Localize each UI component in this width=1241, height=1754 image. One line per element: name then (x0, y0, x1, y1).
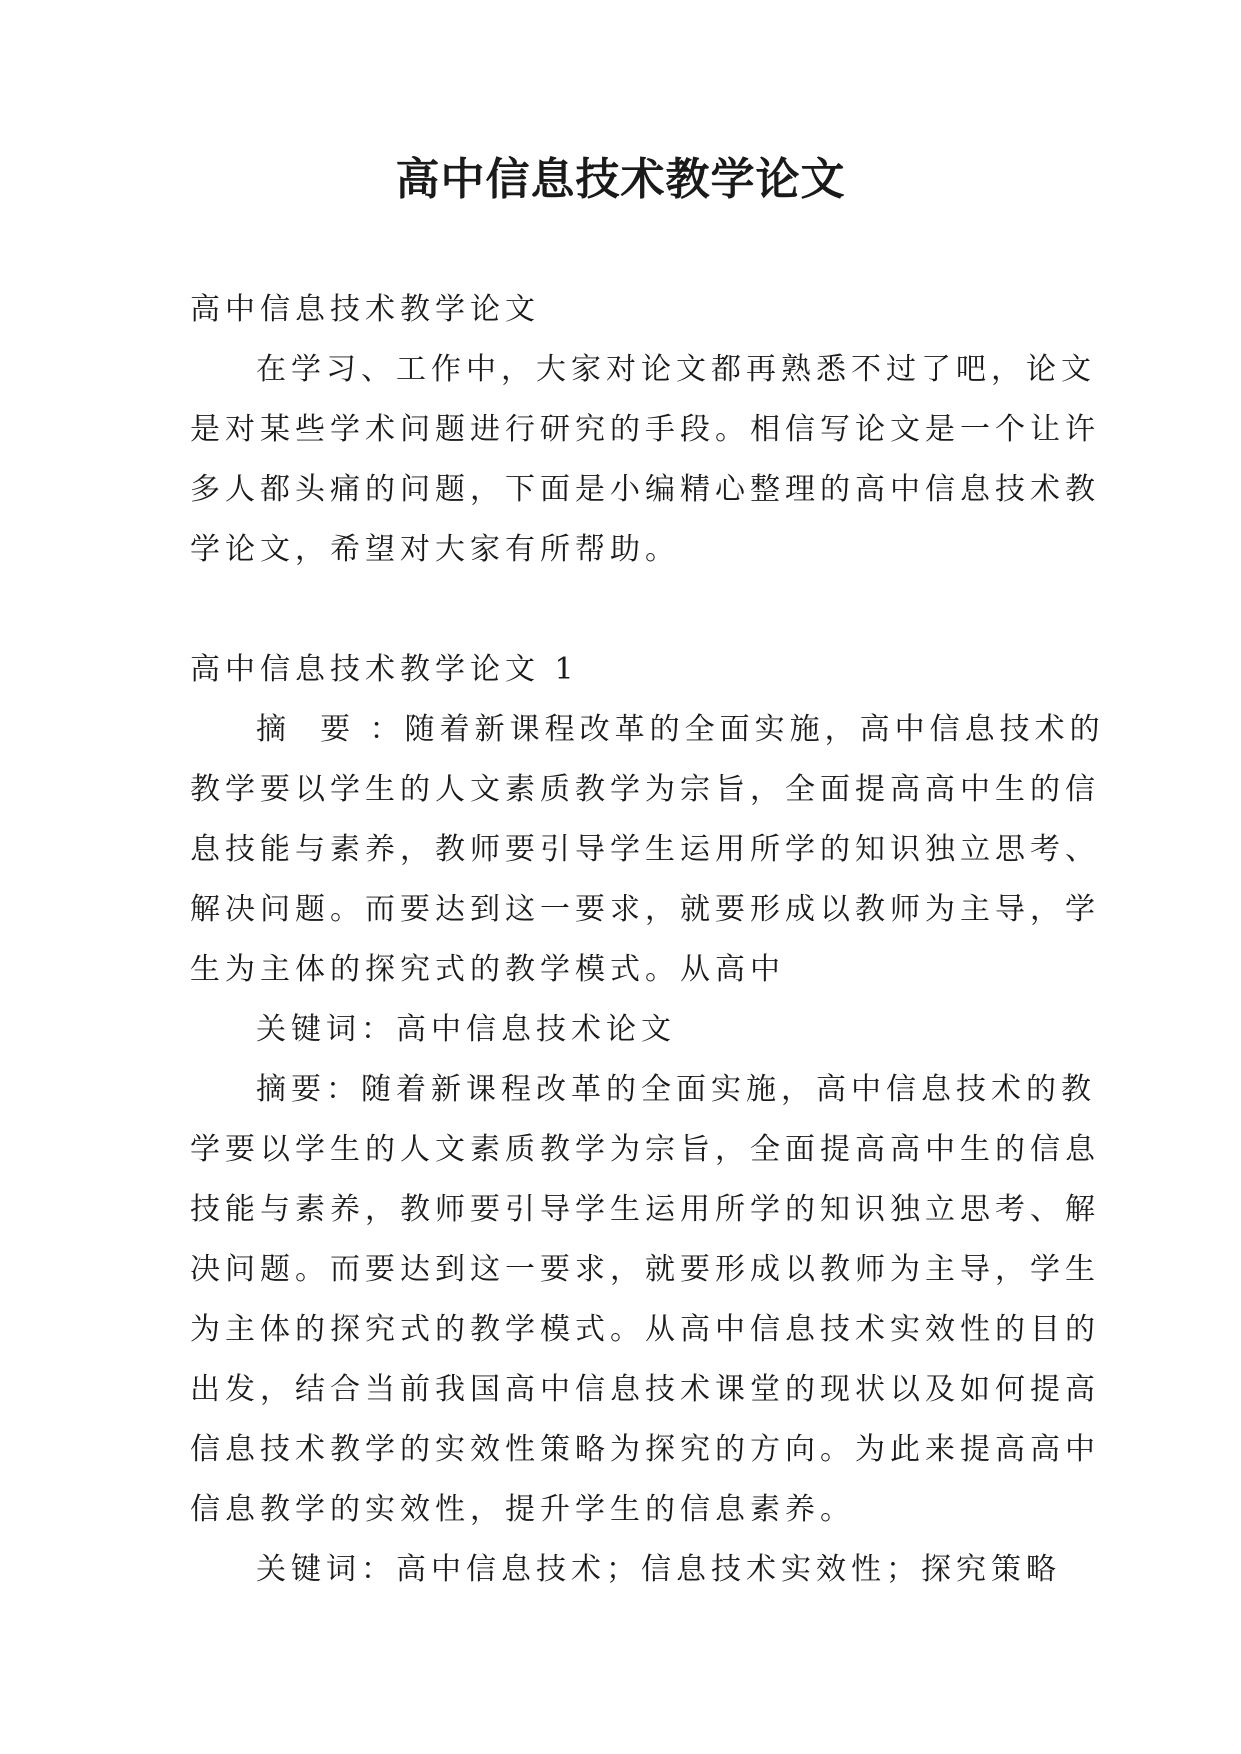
section-heading-1: 高中信息技术教学论文 1 (190, 652, 579, 687)
paragraph-gap (190, 580, 1050, 640)
abstract-a-line: 解决问题。而要达到这一要求，就要形成以教师为主导，学 (190, 892, 1100, 927)
abstract-b-line: 信息教学的实效性，提升学生的信息素养。 (190, 1492, 855, 1527)
abstract-b-line: 决问题。而要达到这一要求，就要形成以教师为主导，学生 (190, 1252, 1100, 1287)
abstract-b-line: 出发，结合当前我国高中信息技术课堂的现状以及如何提高 (190, 1372, 1100, 1407)
abstract-b-line: 学要以学生的人文素质教学为宗旨，全面提高高中生的信息 (190, 1132, 1100, 1167)
document-body (190, 280, 1105, 1600)
intro-line: 学论文，希望对大家有所帮助。 (190, 532, 680, 567)
intro-line: 多人都头痛的问题，下面是小编精心整理的高中信息技术教 (190, 472, 1100, 507)
abstract-b-line: 摘要：随着新课程改革的全面实施，高中信息技术的教 (256, 1072, 1096, 1107)
intro-heading: 高中信息技术教学论文 (190, 292, 540, 327)
keywords-a: 关键词：高中信息技术论文 (256, 1012, 676, 1047)
abstract-a-line: 生为主体的探究式的教学模式。从高中 (190, 952, 785, 987)
abstract-b-line: 技能与素养，教师要引导学生运用所学的知识独立思考、解 (190, 1192, 1100, 1227)
intro-line: 在学习、工作中，大家对论文都再熟悉不过了吧，论文 (256, 352, 1096, 387)
abstract-b-line: 为主体的探究式的教学模式。从高中信息技术实效性的目的 (190, 1312, 1100, 1347)
intro-line: 是对某些学术问题进行研究的手段。相信写论文是一个让许 (190, 412, 1100, 447)
abstract-a-line: 息技能与素养，教师要引导学生运用所学的知识独立思考、 (190, 832, 1100, 867)
keywords-b: 关键词：高中信息技术；信息技术实效性；探究策略 (256, 1552, 1061, 1587)
abstract-a-line: 摘 要 ：随着新课程改革的全面实施，高中信息技术的 (256, 712, 1105, 747)
document-title: 高中信息技术教学论文 (395, 154, 846, 205)
abstract-a-line: 教学要以学生的人文素质教学为宗旨，全面提高高中生的信 (190, 772, 1100, 807)
abstract-b-line: 信息技术教学的实效性策略为探究的方向。为此来提高高中 (190, 1432, 1100, 1467)
